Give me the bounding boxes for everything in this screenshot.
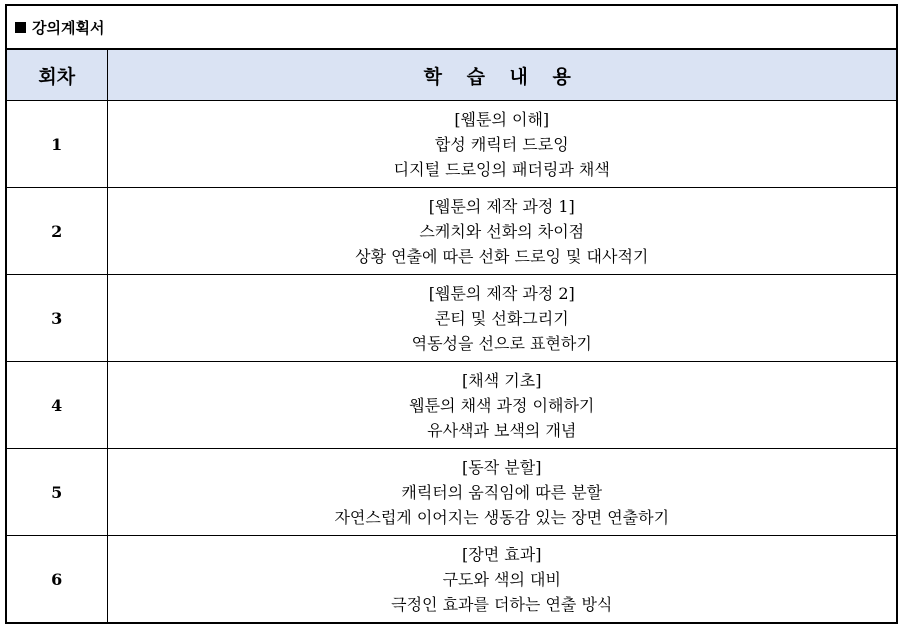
session-number: 3 — [7, 275, 107, 362]
caption-bar — [7, 6, 896, 49]
table-row — [7, 275, 896, 362]
lecture-plan-sheet — [5, 4, 898, 624]
table-row — [7, 449, 896, 536]
session-detail-line: 구도와 색의 대비 — [442, 569, 561, 589]
session-content — [107, 101, 896, 188]
session-topic: [동작 분할] — [462, 457, 542, 477]
session-content — [107, 275, 896, 362]
table-row — [7, 101, 896, 188]
session-number: 2 — [7, 188, 107, 275]
session-topic: [웹툰의 제작 과정 1] — [428, 196, 575, 216]
session-detail-line: 스케치와 선화의 차이점 — [419, 221, 585, 241]
header-row — [7, 50, 896, 101]
black-square-icon — [15, 22, 26, 33]
table-row — [7, 188, 896, 275]
session-topic: [웹툰의 제작 과정 2] — [428, 283, 575, 303]
session-detail-line: 웹툰의 채색 과정 이해하기 — [409, 395, 595, 415]
session-number: 6 — [7, 536, 107, 623]
session-header: 회차 — [7, 50, 107, 101]
session-content — [107, 536, 896, 623]
table-row — [7, 362, 896, 449]
session-detail-line: 극정인 효과를 더하는 연출 방식 — [391, 594, 613, 614]
session-detail-line: 콘티 및 선화그리기 — [434, 308, 569, 328]
session-content — [107, 362, 896, 449]
session-number: 4 — [7, 362, 107, 449]
session-content — [107, 188, 896, 275]
content-header: 학 습 내 용 — [107, 50, 896, 101]
session-detail-line: 역동성을 선으로 표현하기 — [411, 333, 592, 353]
session-topic: [채색 기초] — [462, 370, 542, 390]
session-topic: [장면 효과] — [462, 544, 542, 564]
session-detail-line: 합성 캐릭터 드로잉 — [434, 134, 569, 154]
session-number: 5 — [7, 449, 107, 536]
session-detail-line: 디지털 드로잉의 패더링과 채색 — [393, 159, 610, 179]
session-detail-line: 캐릭터의 움직임에 따른 분할 — [401, 482, 603, 502]
session-detail-line: 유사색과 보색의 개념 — [427, 420, 577, 440]
session-topic: [웹툰의 이해] — [454, 109, 550, 129]
session-detail-line: 상황 연출에 따른 선화 드로잉 및 대사적기 — [355, 246, 649, 266]
table-row — [7, 536, 896, 623]
lecture-plan-table — [7, 49, 896, 622]
caption-title: 강의계획서 — [32, 18, 105, 37]
session-detail-line: 자연스럽게 이어지는 생동감 있는 장면 연출하기 — [334, 507, 670, 527]
session-number: 1 — [7, 101, 107, 188]
session-content — [107, 449, 896, 536]
